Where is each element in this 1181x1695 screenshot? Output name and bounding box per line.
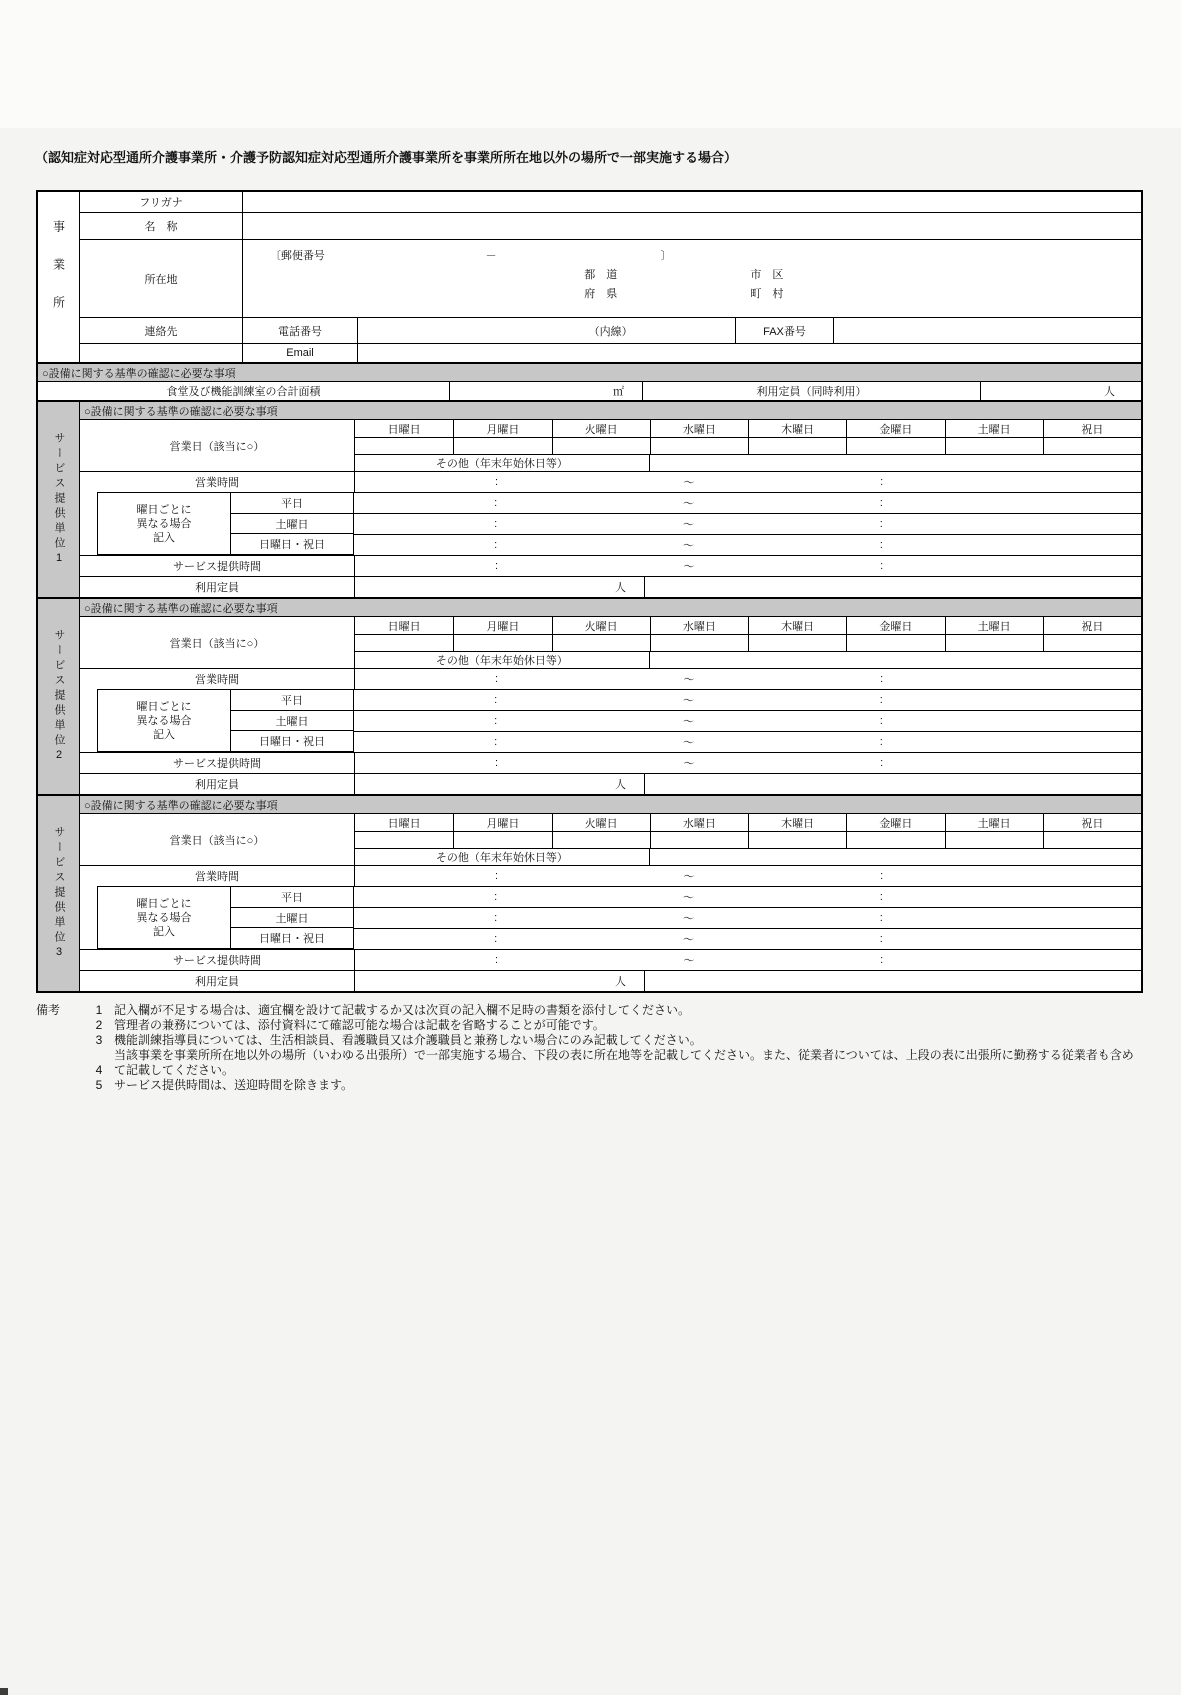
time-colon: : [879, 933, 883, 945]
tel-value-cell [357, 318, 735, 343]
other-days-value-cell [650, 849, 1141, 865]
postal-code-open-label: 〔郵便番号 [269, 250, 325, 262]
time-tilde: ～ [682, 934, 694, 946]
city-label-line2: 町 村 [750, 288, 784, 300]
time-colon: : [879, 891, 883, 903]
note-text: 機能訓練指導員については、生活相談員、看護職員又は介護職員と兼務しない場合にのみ記載してください。 [114, 1033, 702, 1047]
weekday-hours-value-cell [354, 887, 1141, 907]
office-side-strip [38, 192, 80, 362]
day-header: 火曜日 [552, 814, 650, 831]
day-mark-cell [748, 635, 846, 651]
other-days-label: その他（年末年始休日等） [355, 455, 650, 471]
day-header: 木曜日 [748, 420, 846, 437]
dining-area-label: 食堂及び機能訓練室の合計面積 [166, 386, 321, 398]
time-colon: : [880, 673, 884, 685]
time-colon: : [879, 497, 883, 509]
time-colon: : [494, 912, 498, 924]
weekday-hours-value-cell [354, 690, 1141, 710]
time-colon: : [494, 673, 498, 685]
day-mark-cell [1043, 438, 1141, 454]
day-header: 金曜日 [846, 617, 944, 634]
tel-label: 電話番号 [242, 318, 357, 343]
note-number: 1 [95, 1003, 103, 1017]
time-tilde: ～ [683, 955, 695, 967]
unit-1-business-days-block [80, 419, 1141, 471]
day-header: 水曜日 [650, 617, 748, 634]
byday-indent [80, 689, 97, 752]
time-colon: : [494, 694, 498, 706]
unit-3-section-header: ○設備に関する基準の確認に必要な事項 [80, 796, 1141, 813]
day-mark-cell [1043, 635, 1141, 651]
furigana-value-cell [242, 192, 1141, 212]
time-tilde: ～ [683, 561, 695, 573]
weekday-header-row [355, 814, 1141, 831]
sunday-holiday-row-label: 日曜日・祝日 [231, 730, 353, 751]
name-label: 名 称 [144, 221, 178, 233]
contact-label: 連絡先 [144, 325, 178, 338]
note-item-3 [84, 1033, 1138, 1048]
day-mark-cell [650, 832, 748, 848]
notes-section [36, 1003, 1138, 1093]
notes-label: 備考 [36, 1003, 61, 1017]
weekday-header-row [355, 617, 1141, 634]
time-tilde: ～ [682, 540, 694, 552]
time-tilde: ～ [682, 519, 694, 531]
service-unit-3-side-strip [38, 796, 80, 991]
time-colon: : [880, 954, 884, 966]
time-colon: : [879, 539, 883, 551]
time-tilde: ～ [682, 737, 694, 749]
unit-1-section-header: ○設備に関する基準の確認に必要な事項 [80, 402, 1141, 419]
day-header: 祝日 [1043, 617, 1141, 634]
unit-3-business-days-block [80, 813, 1141, 865]
unit-capacity-label: 利用定員 [195, 582, 239, 594]
city-label-line1: 市 区 [750, 269, 784, 281]
service-unit-1 [38, 400, 1141, 597]
time-tilde: ～ [682, 716, 694, 728]
sunday-holiday-row-label: 日曜日・祝日 [231, 927, 353, 948]
note-number: 4 [95, 1063, 103, 1077]
fax-value-cell [833, 318, 1141, 343]
day-header: 土曜日 [945, 617, 1043, 634]
weekday-mark-row [355, 634, 1141, 651]
day-header: 木曜日 [748, 617, 846, 634]
weekday-row-label: 平日 [281, 497, 303, 510]
byday-label: 曜日ごとに 異なる場合 記入 [98, 493, 231, 554]
unit-capacity-value-cell: 人 [354, 577, 644, 597]
day-mark-cell [453, 832, 551, 848]
sunday-holiday-hours-value-cell [354, 534, 1141, 555]
saturday-row-label: 土曜日 [231, 907, 353, 928]
office-side-label: 事業所 [51, 220, 66, 334]
day-header: 水曜日 [650, 420, 748, 437]
sunday-holiday-hours-value-cell [354, 731, 1141, 752]
day-mark-cell [846, 635, 944, 651]
saturday-row-label: 土曜日 [231, 513, 353, 534]
sunday-holiday-row-label: 日曜日・祝日 [231, 533, 353, 554]
other-days-value-cell [650, 455, 1141, 471]
prefecture-label-line2: 府 県 [584, 288, 618, 300]
unit-capacity-label: 利用定員 [195, 976, 239, 988]
time-tilde: ～ [682, 695, 694, 707]
time-colon: : [880, 870, 884, 882]
service-unit-3 [38, 794, 1141, 991]
saturday-hours-value-cell [354, 907, 1141, 928]
service-time-label: サービス提供時間 [173, 561, 261, 573]
unit-capacity-value-cell: 人 [354, 774, 644, 794]
time-colon: : [879, 694, 883, 706]
day-mark-cell [748, 438, 846, 454]
equipment-section-header: ○設備に関する基準の確認に必要な事項 [38, 362, 1141, 381]
note-text: サービス提供時間は、送迎時間を除きます。 [114, 1078, 354, 1092]
service-time-label: サービス提供時間 [173, 955, 261, 967]
service-unit-1-side-strip [38, 402, 80, 597]
postal-code-dash: － [485, 250, 497, 262]
note-item-5 [84, 1078, 1138, 1093]
byday-hours-block [80, 492, 1141, 555]
form-title: （認知症対応型通所介護事業所・介護予防認知症対応型通所介護事業所を事業所所在地以外の場所で一部実施する場合） [35, 150, 738, 165]
day-header: 日曜日 [387, 620, 421, 633]
email-label: Email [242, 344, 357, 362]
note-number: 2 [95, 1018, 103, 1032]
saturday-hours-value-cell [354, 710, 1141, 731]
day-header: 祝日 [1043, 420, 1141, 437]
time-colon: : [879, 736, 883, 748]
address-value-cell [242, 240, 1141, 317]
weekday-hours-value-cell [354, 493, 1141, 513]
unit-capacity-value-cell: 人 [354, 971, 644, 991]
day-mark-cell [552, 438, 650, 454]
service-time-value-cell [354, 753, 1141, 773]
byday-hours-block [80, 689, 1141, 752]
furigana-label: フリガナ [139, 197, 183, 209]
other-days-row [355, 651, 1141, 668]
day-header: 土曜日 [945, 814, 1043, 831]
day-header: 金曜日 [846, 814, 944, 831]
service-unit-2-side-label: サービス提供単位2 [53, 628, 65, 765]
postal-code-close-label: 〕 [660, 250, 672, 262]
weekday-header-row [355, 420, 1141, 437]
day-header: 月曜日 [453, 814, 551, 831]
other-days-row [355, 454, 1141, 471]
day-mark-cell [355, 832, 453, 848]
time-colon: : [879, 518, 883, 530]
day-mark-cell [355, 635, 453, 651]
time-colon: : [879, 715, 883, 727]
byday-indent [80, 492, 97, 555]
note-text: 記入欄が不足する場合は、適宜欄を設けて記載するか又は次頁の記入欄不足時の書類を添付してください。 [114, 1003, 691, 1017]
business-hours-label: 営業時間 [195, 674, 239, 686]
time-tilde: ～ [683, 871, 695, 883]
service-unit-2 [38, 597, 1141, 794]
business-hours-value-cell [354, 472, 1141, 492]
byday-hours-block [80, 886, 1141, 949]
extension-label: （内線） [588, 325, 633, 338]
capacity-simultaneous-label: 利用定員（同時利用） [642, 382, 980, 400]
day-mark-cell [650, 635, 748, 651]
note-text: 管理者の兼務については、添付資料にて確認可能な場合は記載を省略することが可能です。 [114, 1018, 605, 1032]
time-tilde: ～ [683, 477, 695, 489]
day-header: 金曜日 [846, 420, 944, 437]
time-colon: : [494, 891, 498, 903]
unit-2-business-days-block [80, 616, 1141, 668]
byday-label: 曜日ごとに 異なる場合 記入 [98, 690, 231, 751]
unit-capacity-blank-cell [644, 577, 1141, 597]
day-header: 日曜日 [387, 423, 421, 436]
saturday-row-label: 土曜日 [231, 710, 353, 731]
byday-indent [80, 886, 97, 949]
day-header: 日曜日 [387, 817, 421, 830]
day-mark-cell [945, 832, 1043, 848]
service-time-label: サービス提供時間 [173, 758, 261, 770]
time-tilde: ～ [682, 498, 694, 510]
note-number: 5 [95, 1078, 103, 1092]
other-days-label: その他（年末年始休日等） [355, 849, 650, 865]
note-number: 3 [95, 1033, 103, 1047]
business-hours-value-cell [354, 866, 1141, 886]
time-tilde: ～ [683, 674, 695, 686]
other-days-row [355, 848, 1141, 865]
note-text: 当該事業を事業所所在地以外の場所（いわゆる出張所）で一部実施する場合、下段の表に所在地等を記載してください。また、従業者については、上段の表に出張所に勤務する従業者も含めて記載してください。 [114, 1048, 1134, 1077]
page-top-band [0, 0, 1181, 128]
email-value-cell [357, 344, 1141, 362]
unit-capacity-blank-cell [644, 774, 1141, 794]
weekday-row-label: 平日 [281, 891, 303, 904]
time-colon: : [494, 954, 498, 966]
service-unit-2-side-strip [38, 599, 80, 794]
time-colon: : [494, 933, 498, 945]
day-header: 祝日 [1043, 814, 1141, 831]
form-table [36, 190, 1143, 993]
office-section [38, 192, 1141, 362]
business-days-label: 営業日（該当に○） [169, 637, 265, 650]
day-mark-cell [453, 438, 551, 454]
day-mark-cell [552, 832, 650, 848]
day-header: 月曜日 [453, 420, 551, 437]
scan-artifact [0, 1688, 8, 1695]
dining-area-value-cell: ㎡ [449, 382, 642, 400]
service-unit-3-side-label: サービス提供単位3 [53, 825, 65, 962]
other-days-value-cell [650, 652, 1141, 668]
time-colon: : [494, 497, 498, 509]
note-item-4 [84, 1048, 1138, 1078]
capacity-simultaneous-value-cell: 人 [980, 382, 1141, 400]
time-colon: : [880, 560, 884, 572]
contact-label-spacer [80, 344, 242, 362]
day-header: 木曜日 [748, 814, 846, 831]
time-colon: : [494, 539, 498, 551]
day-mark-cell [355, 438, 453, 454]
day-header: 土曜日 [945, 420, 1043, 437]
other-days-label: その他（年末年始休日等） [355, 652, 650, 668]
unit-capacity-blank-cell [644, 971, 1141, 991]
time-tilde: ～ [683, 758, 695, 770]
equipment-area-row [38, 381, 1141, 400]
prefecture-label-line1: 都 道 [584, 269, 618, 281]
time-colon: : [880, 757, 884, 769]
day-mark-cell [748, 832, 846, 848]
note-item-2 [84, 1018, 1138, 1033]
day-header: 水曜日 [650, 814, 748, 831]
business-hours-label: 営業時間 [195, 477, 239, 489]
saturday-hours-value-cell [354, 513, 1141, 534]
day-mark-cell [1043, 832, 1141, 848]
note-item-1 [84, 1003, 1138, 1018]
fax-label: FAX番号 [735, 318, 833, 343]
service-time-value-cell [354, 556, 1141, 576]
day-mark-cell [453, 635, 551, 651]
day-mark-cell [846, 438, 944, 454]
address-label: 所在地 [144, 273, 178, 286]
time-tilde: ～ [682, 913, 694, 925]
day-header: 火曜日 [552, 617, 650, 634]
business-hours-value-cell [354, 669, 1141, 689]
time-colon: : [494, 715, 498, 727]
business-hours-label: 営業時間 [195, 871, 239, 883]
time-colon: : [494, 736, 498, 748]
day-mark-cell [552, 635, 650, 651]
business-days-label: 営業日（該当に○） [169, 834, 265, 847]
time-colon: : [494, 757, 498, 769]
time-colon: : [494, 870, 498, 882]
weekday-mark-row [355, 831, 1141, 848]
unit-2-section-header: ○設備に関する基準の確認に必要な事項 [80, 599, 1141, 616]
day-mark-cell [945, 438, 1043, 454]
day-header: 月曜日 [453, 617, 551, 634]
day-header: 火曜日 [552, 420, 650, 437]
time-colon: : [494, 518, 498, 530]
time-colon: : [494, 476, 498, 488]
name-value-cell [242, 213, 1141, 239]
time-tilde: ～ [682, 892, 694, 904]
byday-label: 曜日ごとに 異なる場合 記入 [98, 887, 231, 948]
day-mark-cell [846, 832, 944, 848]
service-unit-1-side-label: サービス提供単位1 [53, 431, 65, 568]
time-colon: : [879, 912, 883, 924]
day-mark-cell [945, 635, 1043, 651]
sunday-holiday-hours-value-cell [354, 928, 1141, 949]
weekday-row-label: 平日 [281, 694, 303, 707]
weekday-mark-row [355, 437, 1141, 454]
day-mark-cell [650, 438, 748, 454]
time-colon: : [494, 560, 498, 572]
unit-capacity-label: 利用定員 [195, 779, 239, 791]
business-days-label: 営業日（該当に○） [169, 440, 265, 453]
service-time-value-cell [354, 950, 1141, 970]
time-colon: : [880, 476, 884, 488]
